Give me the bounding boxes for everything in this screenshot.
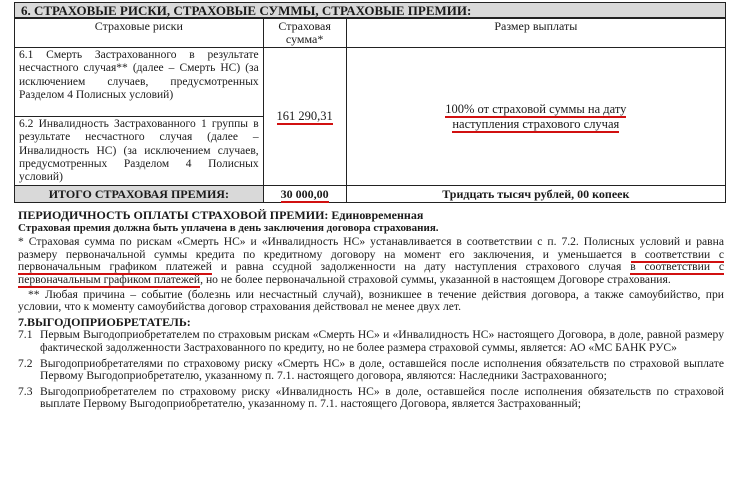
col-sum-header: Страховая сумма* bbox=[263, 19, 346, 48]
payout-cell bbox=[346, 48, 725, 186]
periodicity-line bbox=[18, 209, 724, 222]
section-6-title: 6. СТРАХОВЫЕ РИСКИ, СТРАХОВЫЕ СУММЫ, СТРАХОВЫЕ ПРЕМИИ: bbox=[14, 2, 726, 18]
col-payout-header: Размер выплаты bbox=[346, 19, 725, 48]
total-premium-row bbox=[15, 186, 726, 203]
item-text: Выгодоприобретателями по страховому риску «Смерть НС» в доле, оставшейся после исполнения обязательств по страховой выплате Первому Выгодоприобретателю, указанному п. 7.1. настоящего договора, являются: Наследники Застрахованного; bbox=[40, 356, 724, 383]
payout-line-1: 100% от страховой суммы на дату bbox=[445, 101, 627, 116]
periodicity-label: ПЕРИОДИЧНОСТЬ ОПЛАТЫ СТРАХОВОЙ ПРЕМИИ: bbox=[18, 208, 329, 222]
insured-sum-value: 161 290,31 bbox=[276, 109, 333, 124]
item-text: Выгодоприобретателем по страховому риску «Инвалидность НС» в доле, оставшейся после исполнения обязательств по страховой выплате Первому Выгодоприобретателю, указанному п. 7.1. настоящего Договора, является Застрахованный; bbox=[40, 384, 724, 411]
list-item bbox=[18, 386, 724, 411]
item-number: 7.3 bbox=[18, 384, 33, 398]
section-7-title: 7.ВЫГОДОПРИОБРЕТАТЕЛЬ: bbox=[18, 314, 191, 329]
footnote-double-star: ** Любая причина – событие (болезнь или несчастный случай), возникшее в течение действия договора, а также самоубийство, при условии, что к моменту самоубийства договор страхования действовал не менее двух лет. bbox=[18, 287, 724, 314]
item-number: 7.1 bbox=[18, 328, 33, 342]
total-premium-label: ИТОГО СТРАХОВАЯ ПРЕМИЯ: bbox=[15, 186, 264, 203]
table-row bbox=[15, 48, 726, 117]
list-item bbox=[18, 358, 724, 383]
payout-line-2: наступления страхового случая bbox=[452, 116, 620, 131]
highlight-schedule-1: в соответствии с первоначальным графиком платежей bbox=[18, 247, 724, 274]
item-number: 7.2 bbox=[18, 356, 33, 370]
payment-note: Страховая премия должна быть уплачена в день заключения договора страхования. bbox=[18, 221, 439, 234]
total-premium-value: 30 000,00 bbox=[280, 187, 329, 202]
footnote-star-text-c: и равна ссудной задолженности на дату наступления страхового случая bbox=[211, 260, 631, 274]
footnote-star-text-e: , но не более первоначальной страховой суммы, указанной в настоящем Договоре страхования. bbox=[200, 272, 671, 286]
periodicity-value: Единовременная bbox=[331, 208, 424, 222]
item-text: Первым Выгодоприобретателем по страховым рискам «Смерть НС» и «Инвалидность НС» настоящего Договора, в доле, равной размеру фактической задолженности Застрахованного по кредиту, но не более размера страховой суммы, является: АО «МС БАНК РУС» bbox=[40, 328, 724, 354]
document-body bbox=[18, 209, 724, 411]
col-risks-header: Страховые риски bbox=[15, 19, 264, 48]
risk-death: 6.1 Смерть Застрахованного в результате несчастного случая** (далее – Смерть НС) (за исключением случаев, предусмотренных Разделом 4 Полисных условий) bbox=[15, 48, 264, 117]
table-header-row bbox=[15, 19, 726, 48]
insured-sum-cell bbox=[263, 48, 346, 186]
risk-disability: 6.2 Инвалидность Застрахованного 1 группы в результате несчастного случая (далее – Инвалидность НС) (за исключением случаев, предусмотренных Разделом 4 Полисных условий) bbox=[15, 117, 264, 186]
risks-table bbox=[14, 18, 726, 203]
total-premium-cell bbox=[263, 186, 346, 203]
list-item bbox=[18, 329, 724, 354]
total-premium-words: Тридцать тысяч рублей, 00 копеек bbox=[346, 186, 725, 203]
highlight-schedule-2: в соответствии с первоначальным графиком платежей bbox=[18, 260, 724, 286]
footnote-star-text-a: * Страховая сумма по рискам «Смерть НС» и «Инвалидность НС» устанавливается в соответствии с п. 7.2. Полисных условий и равна размеру первоначальной суммы кредита по кредитному договору на момент его заключения, и уменьшается bbox=[18, 235, 724, 261]
footnote-star bbox=[18, 236, 724, 286]
